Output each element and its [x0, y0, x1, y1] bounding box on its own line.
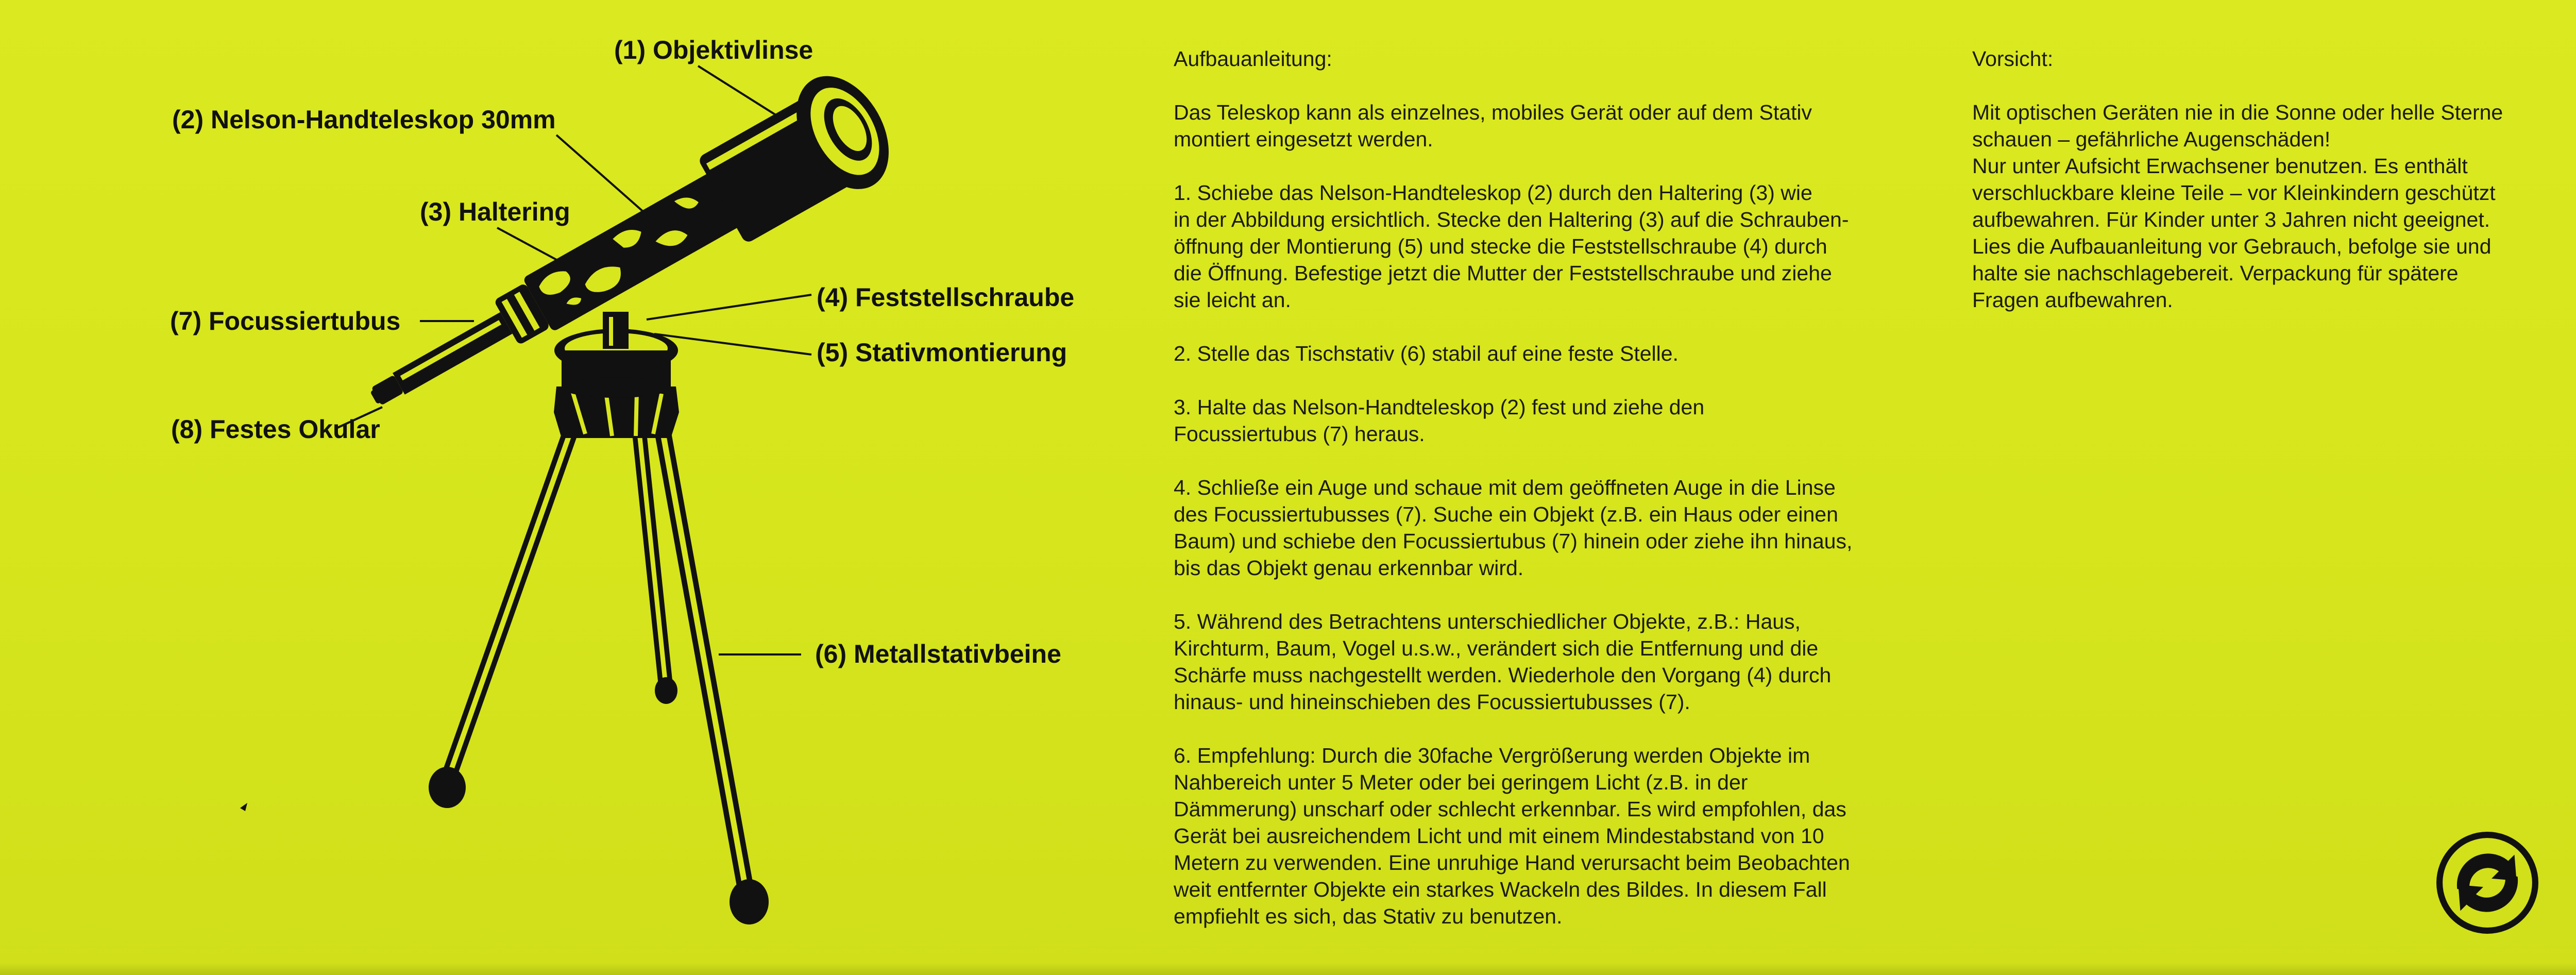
- instructions-heading: Aufbauanleitung:: [1174, 47, 1332, 71]
- label-focussiertubus: (7) Focussiertubus: [170, 307, 401, 335]
- instructions-column: [1174, 45, 1946, 956]
- tripod-mount: [554, 312, 679, 438]
- warning-text: Mit optischen Geräten nie in die Sonne oder helle Sterne schauen – gefährliche Augenschäden! Nur unter Aufsicht Erwachsener benutzen. Es enthält verschluckbare kleine Teile – vor Kleinkindern geschützt aufbewahren. Für Kinder unter 3 Jahren nicht geeignet. Lies die Aufbauanleitung vor Gebrauch, befolge sie und halte sie nachschlagebereit. Verpackung für spätere Fragen aufbewahren.: [1972, 100, 2503, 312]
- label-feststellschraube: (4) Feststellschraube: [817, 283, 1075, 312]
- warning-column: [1972, 45, 2576, 340]
- label-stativmontierung: (5) Stativmontierung: [817, 338, 1067, 367]
- instruction-step: 1. Schiebe das Nelson-Handteleskop (2) durch den Haltering (3) wie in der Abbildung ersichtlich. Stecke den Haltering (3) auf die Schrauben- öffnung der Montierung (5) und stecke die Feststellschraube (4) durch die Öffnung. Befestige jetzt die Mutter der Feststellschraube und ziehe sie leicht an.: [1174, 181, 1849, 312]
- instruction-step: 4. Schließe ein Auge und schaue mit dem geöffneten Auge in die Linse des Focussiertubusses (7). Suche ein Objekt (z.B. ein Haus oder einen Baum) und schiebe den Focussiertubus (7) hinein oder ziehe ihn hinaus, bis das Objekt genau erkennbar wird.: [1174, 476, 1853, 580]
- recycling-arrows-icon: [2435, 831, 2539, 935]
- instructions-intro: Das Teleskop kann als einzelnes, mobiles Gerät oder auf dem Stativ montiert eingesetzt werden.: [1174, 100, 1812, 151]
- instruction-step: 2. Stelle das Tischstativ (6) stabil auf eine feste Stelle.: [1174, 342, 1679, 365]
- label-objective-lens: (1) Objektivlinse: [614, 36, 814, 64]
- instruction-step: 3. Halte das Nelson-Handteleskop (2) fest und ziehe den Focussiertubus (7) heraus.: [1174, 395, 1705, 446]
- label-festes-okular: (8) Festes Okular: [171, 415, 380, 444]
- telescope-illustration: [0, 0, 1133, 975]
- warning-heading: Vorsicht:: [1972, 47, 2054, 71]
- label-metallstativbeine: (6) Metallstativbeine: [815, 640, 1061, 668]
- label-haltering: (3) Haltering: [420, 197, 570, 226]
- instruction-step: 6. Empfehlung: Durch die 30fache Vergrößerung werden Objekte im Nahbereich unter 5 Meter oder bei geringem Licht (z.B. in der Dämmerung) unscharf oder schlecht erkennbar. Es wird empfohlen, das Gerät bei ausreichendem Licht und mit einem Mindestabstand von 10 Metern zu verwenden. Eine unruhige Hand verursacht beim Beobachten weit entfernter Objekte ein starkes Wackeln des Bildes. In diesem Fall empfiehlt es sich, das Stativ zu benutzen.: [1174, 744, 1850, 928]
- tripod-legs: [448, 428, 747, 897]
- instruction-step: 5. Während des Betrachtens unterschiedlicher Objekte, z.B.: Haus, Kirchturm, Baum, Vogel u.s.w., verändert sich die Entfernung und die Schärfe muss nachgestellt werden. Wiederhole den Vorgang (4) durch hinaus- und hineinschieben des Focussiertubusses (7).: [1174, 610, 1832, 714]
- bug-mark: [240, 803, 247, 811]
- label-handtelescope: (2) Nelson-Handteleskop 30mm: [172, 105, 556, 134]
